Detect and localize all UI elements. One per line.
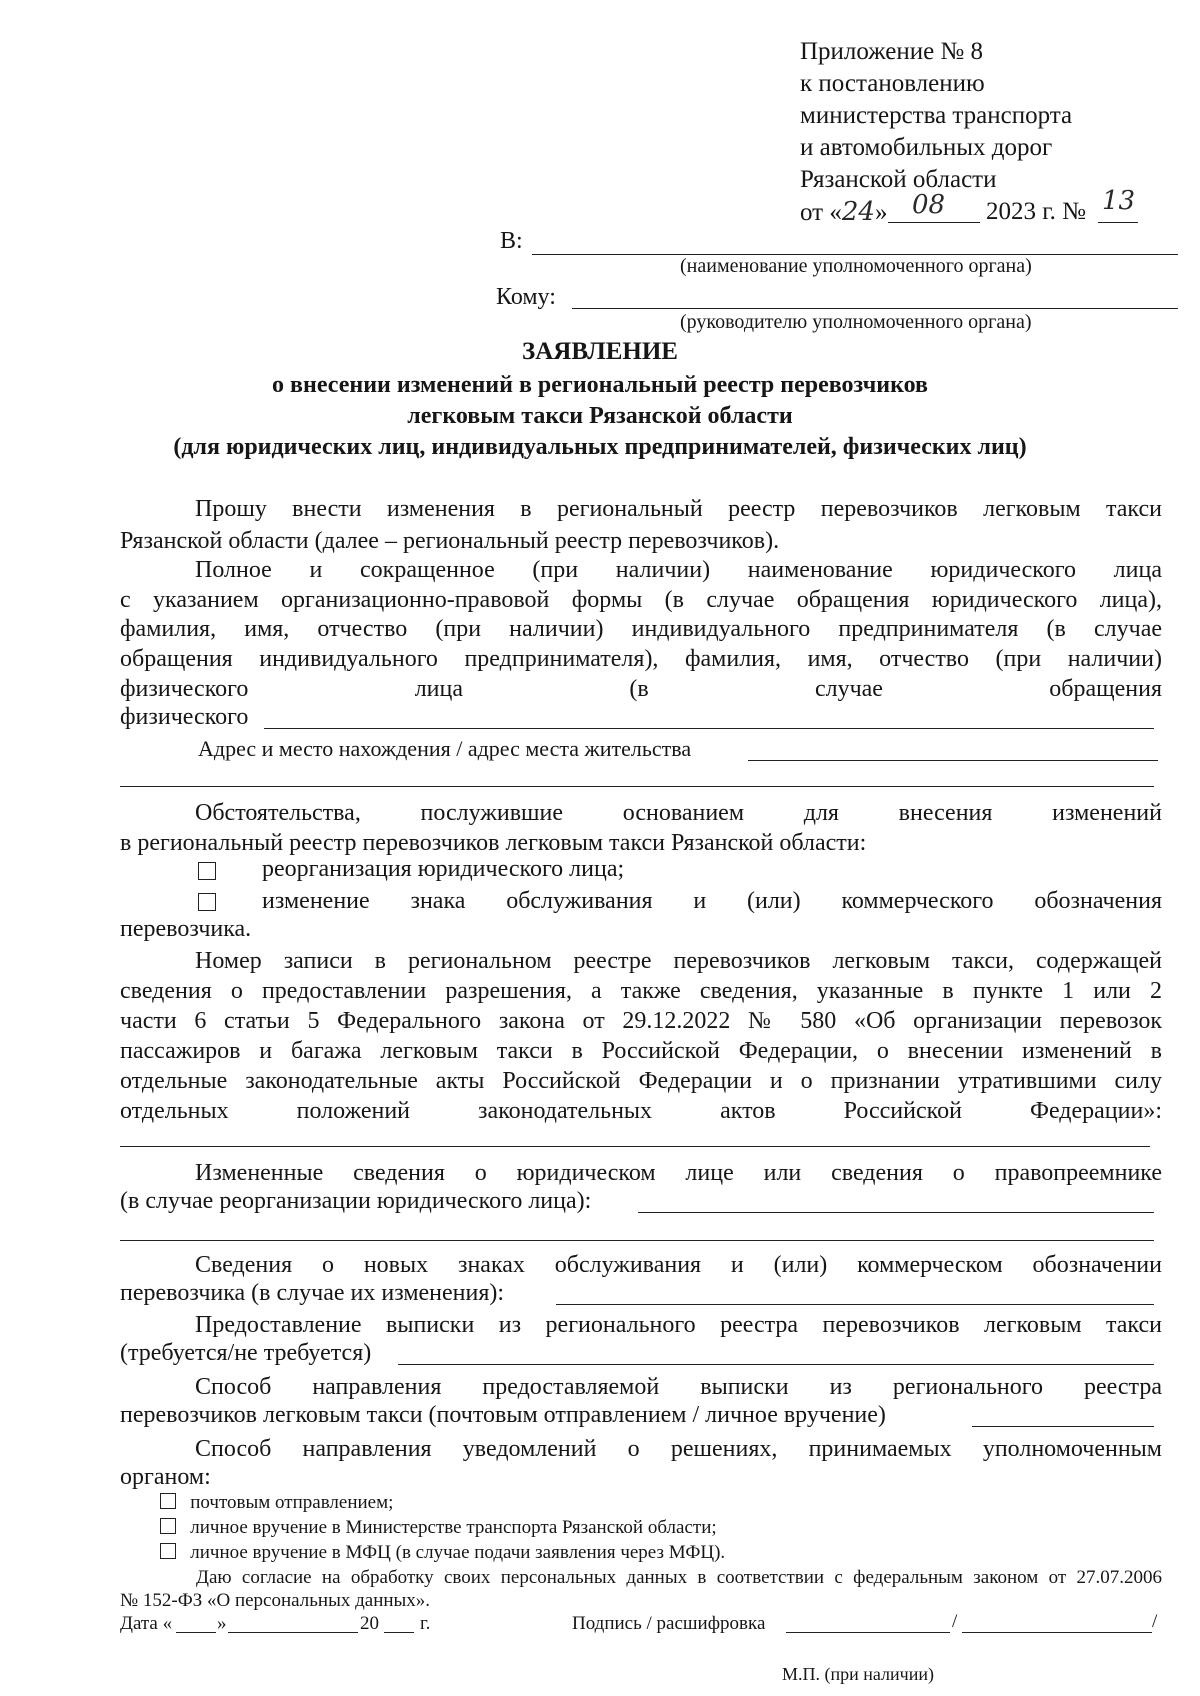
p5-line-2: (в случае реорганизации юридического лица): <box>120 1188 592 1214</box>
signature-slash-2: / <box>1152 1611 1158 1632</box>
footer-date-year: 20 <box>360 1613 379 1634</box>
consent-line-2: № 152-ФЗ «О персональных данных». <box>120 1590 431 1611</box>
p4-line-2: сведения о предоставлении разрешения, а также сведения, указанные в пункте 1 или 2 <box>120 978 1162 1004</box>
p7-line-1: Предоставление выписки из регионального реестра перевозчиков легковым такси <box>195 1312 1162 1338</box>
successor-info-line-2[interactable] <box>120 1240 1154 1241</box>
p6-line-2: перевозчика (в случае их изменения): <box>120 1280 505 1306</box>
date-month-line <box>888 222 980 223</box>
registry-number-line[interactable] <box>120 1146 1150 1147</box>
option-post-row <box>160 1492 393 1514</box>
signature-slash-1: / <box>952 1611 958 1632</box>
header-line-2: к постановлению <box>800 70 985 97</box>
checkbox-mfc[interactable] <box>160 1543 176 1559</box>
signature-decoding-line[interactable] <box>962 1632 1152 1633</box>
p3-line-1: Обстоятельства, послужившие основанием для внесения изменений <box>195 800 1162 826</box>
whom-label: Кому: <box>496 284 556 310</box>
option-ministry-row <box>160 1517 717 1539</box>
new-signs-line[interactable] <box>556 1304 1154 1305</box>
checkbox-ministry[interactable] <box>160 1518 176 1534</box>
p2-line-2: с указанием организационно-правовой формы (в случае обращения юридического лица), <box>120 587 1162 613</box>
stamp-note: М.П. (при наличии) <box>782 1664 934 1684</box>
checkbox-reorg-label: реорганизация юридического лица; <box>262 856 625 882</box>
checkbox-sign-label-cont: перевозчика. <box>120 916 252 942</box>
p2-line-1: Полное и сокращенное (при наличии) наименование юридического лица <box>195 557 1162 583</box>
p2-line-3: фамилия, имя, отчество (при наличии) индивидуального предпринимателя (в случае <box>120 616 1162 642</box>
p9-line-1: Способ направления уведомлений о решениях, принимаемых уполномоченным <box>195 1436 1162 1462</box>
p4-line-6: отдельных положений законодательных актов Российской Федерации»: <box>120 1098 1162 1124</box>
signature-label: Подпись / расшифровка <box>572 1613 766 1634</box>
whom-field-line[interactable] <box>572 308 1178 309</box>
header-line-4: и автомобильных дорог <box>800 134 1053 161</box>
doc-subtitle-2: легковым такси Рязанской области <box>407 403 793 429</box>
consent-line-1: Даю согласие на обработку своих персональных данных в соответствии с федеральным законом от 27.07.2006 <box>196 1567 1162 1588</box>
footer-date-mid: » <box>217 1613 227 1634</box>
doc-number-handwritten: 13 <box>1102 186 1136 216</box>
header-date-row <box>800 196 887 229</box>
header-line-5: Рязанской области <box>800 166 997 193</box>
p2-line-4: обращения индивидуального предпринимателя), фамилия, имя, отчество (при наличии) <box>120 646 1162 672</box>
footer-date-year-line[interactable] <box>384 1632 414 1633</box>
successor-info-line-1[interactable] <box>638 1212 1154 1213</box>
p4-line-1: Номер записи в региональном реестре перевозчиков легковым такси, содержащей <box>195 948 1162 974</box>
p9-line-2: органом: <box>120 1464 211 1490</box>
footer-date-suffix: г. <box>420 1613 431 1634</box>
extract-delivery-line[interactable] <box>972 1426 1154 1427</box>
option-post-label: почтовым отправлением; <box>190 1492 394 1513</box>
date-year: 2023 г. № <box>986 198 1087 225</box>
p8-line-1: Способ направления предоставляемой выписки из регионального реестра <box>195 1374 1162 1400</box>
applicant-name-line[interactable] <box>264 728 1154 729</box>
p6-line-1: Сведения о новых знаках обслуживания и (или) коммерческом обозначении <box>195 1252 1162 1278</box>
option-ministry-label: личное вручение в Министерстве транспорта Рязанской области; <box>190 1517 717 1538</box>
to-label: В: <box>500 228 523 254</box>
signature-line[interactable] <box>786 1632 950 1633</box>
date-prefix: от « <box>800 199 842 226</box>
p8-line-2: перевозчиков легковым такси (почтовым отправлением / личное вручение) <box>120 1402 886 1428</box>
footer-date-label: Дата « <box>120 1613 173 1634</box>
whom-note: (руководителю уполномоченного органа) <box>680 311 1032 333</box>
date-close: » <box>874 199 888 226</box>
p4-line-5: отдельные законодательные акты Российской Федерации и о признании утратившими силу <box>120 1068 1162 1094</box>
p2-line-6: физического <box>120 704 249 730</box>
checkbox-sign-row <box>198 890 216 917</box>
address-line-2[interactable] <box>120 786 1154 787</box>
p7-line-2: (требуется/не требуется) <box>120 1340 372 1366</box>
footer-date-day-line[interactable] <box>176 1632 216 1633</box>
checkbox-sign-change[interactable] <box>198 893 216 911</box>
doc-subtitle-3: (для юридических лиц, индивидуальных предпринимателей, физических лиц) <box>173 434 1027 460</box>
p4-line-4: пассажиров и багажа легковым такси в Российской Федерации, о внесении изменений в <box>120 1038 1162 1064</box>
extract-required-line[interactable] <box>398 1364 1154 1365</box>
checkbox-sign-label: изменение знака обслуживания и (или) коммерческого обозначения <box>262 888 1162 914</box>
doc-number-line <box>1098 222 1138 223</box>
footer-date-month-line[interactable] <box>228 1632 358 1633</box>
date-day-handwritten: 24 <box>841 197 875 227</box>
header-line-3: министерства транспорта <box>800 102 1073 129</box>
date-month-handwritten: 08 <box>912 190 946 220</box>
header-line-1: Приложение № 8 <box>800 38 984 65</box>
option-mfc-row <box>160 1542 725 1564</box>
doc-title: ЗАЯВЛЕНИЕ <box>522 338 678 365</box>
checkbox-reorg[interactable] <box>198 862 216 880</box>
checkbox-post[interactable] <box>160 1493 176 1509</box>
p5-line-1: Измененные сведения о юридическом лице или сведения о правопреемнике <box>195 1160 1162 1186</box>
checkbox-reorg-row <box>198 859 216 886</box>
option-mfc-label: личное вручение в МФЦ (в случае подачи заявления через МФЦ). <box>190 1542 726 1563</box>
p2-line-5: физического лица (в случае обращения <box>120 676 1162 702</box>
to-note: (наименование уполномоченного органа) <box>680 255 1032 277</box>
doc-subtitle-1: о внесении изменений в региональный реестр перевозчиков <box>272 372 928 398</box>
p3-line-2: в региональный реестр перевозчиков легковым такси Рязанской области: <box>120 830 867 856</box>
p1-line-1: Прошу внести изменения в региональный реестр перевозчиков легковым такси <box>195 496 1162 522</box>
p1-line-2: Рязанской области (далее – региональный реестр перевозчиков). <box>120 528 780 554</box>
address-line-1[interactable] <box>748 760 1158 761</box>
address-label: Адрес и место нахождения / адрес места жительства <box>198 736 692 761</box>
p4-line-3: части 6 статьи 5 Федерального закона от 29.12.2022 № 580 «Об организации перевозок <box>120 1008 1162 1034</box>
